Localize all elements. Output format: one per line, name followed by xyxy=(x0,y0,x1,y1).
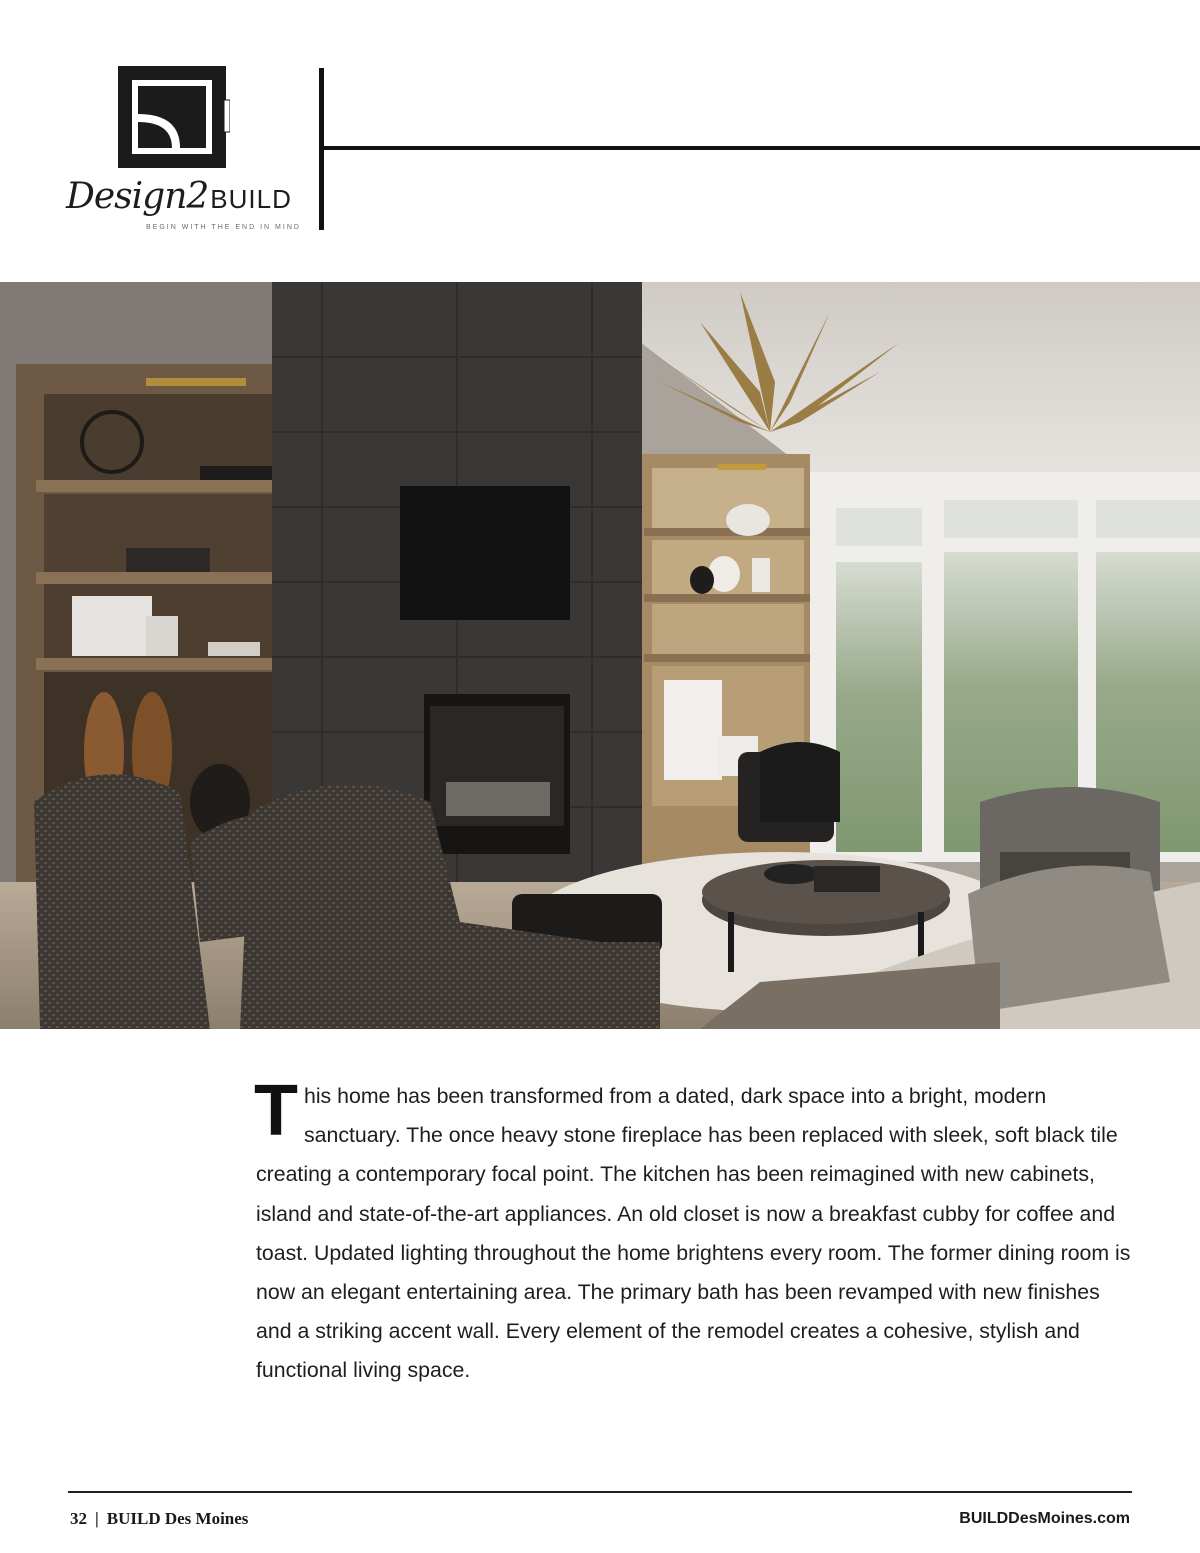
folio-separator: | xyxy=(95,1509,99,1528)
page-number: 32 xyxy=(70,1509,87,1528)
logo-tagline: BEGIN WITH THE END IN MIND xyxy=(146,224,301,231)
logo-mark-icon xyxy=(118,66,230,168)
website-link[interactable]: BUILDDesMoines.com xyxy=(959,1510,1130,1527)
footer-rule xyxy=(68,1491,1132,1493)
living-room-photo xyxy=(0,282,1200,1029)
header-horizontal-rule xyxy=(324,146,1200,150)
living-room-photo-icon xyxy=(0,282,1200,1029)
article-text: his home has been transformed from a dated, dark space into a bright, modern sanctuary. The once heavy stone fireplace has been replaced with sleek, soft black tile creating a contemporary focal point. The kitchen has been reimagined with new cabinets, island and state-of-the-art appliances. An old closet is now a breakfast cubby for coffee and toast. Updated lighting throughout the home brightens every room. The former dining room is now an elegant entertaining area. The primary bath has been revamped with new finishes and a striking accent wall. Every element of the remodel creates a cohesive, stylish and functional living space. xyxy=(256,1084,1131,1383)
logo-number: 2 xyxy=(186,176,209,217)
logo-caps: BUILD xyxy=(210,184,292,214)
article-body xyxy=(254,1071,1136,1391)
page-folio xyxy=(70,1509,248,1529)
design2build-logo xyxy=(66,62,301,242)
logo-wordmark xyxy=(66,176,298,216)
logo-script: Design xyxy=(66,176,187,217)
publication-name: BUILD Des Moines xyxy=(106,1509,249,1528)
drop-cap: T xyxy=(254,1071,298,1151)
